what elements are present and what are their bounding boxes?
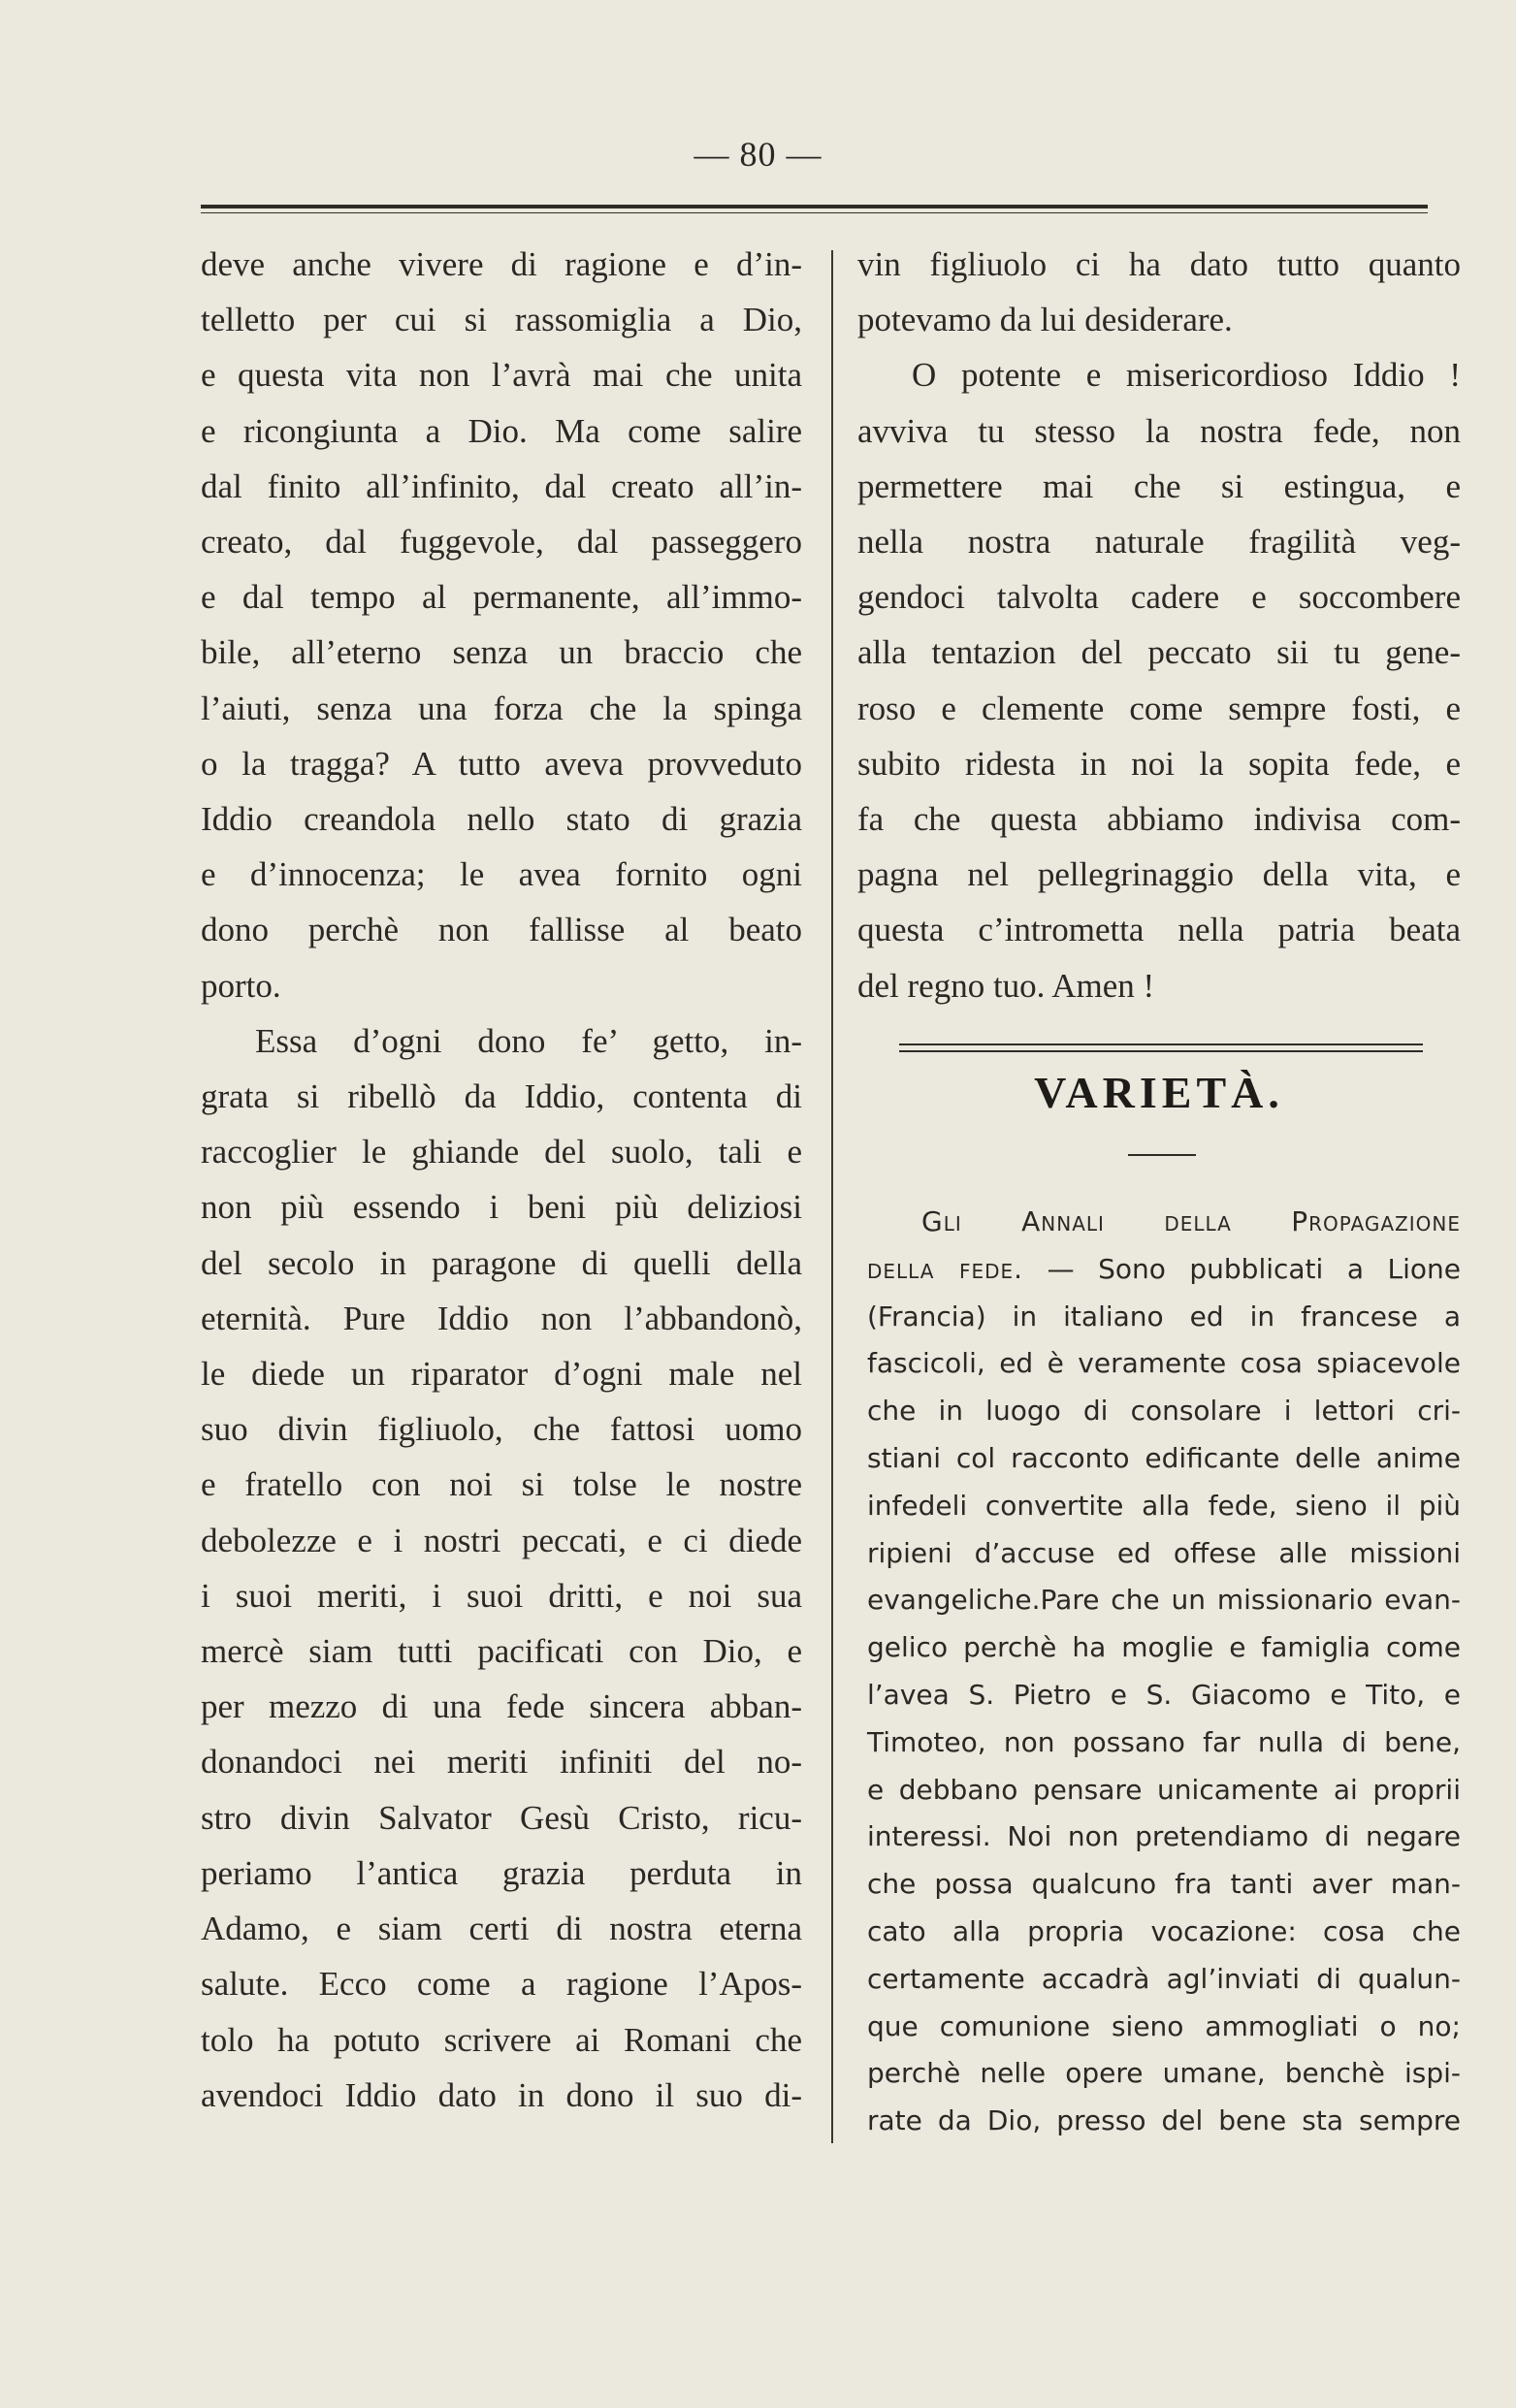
text-line <box>867 1246 1461 1294</box>
text-line: o la tragga? A tutto aveva provveduto <box>201 744 802 783</box>
article-heading-end: della fede. <box>867 1252 1024 1285</box>
text-line: avviva tu stesso la nostra fede, non <box>857 411 1461 450</box>
text-line: periamo l’antica grazia perduta in <box>201 1853 802 1892</box>
text-line: Iddio creandola nello stato di grazia <box>201 800 802 839</box>
text-line: telletto per cui si rassomiglia a Dio, <box>201 301 802 339</box>
page-number: — 80 — <box>693 135 823 174</box>
text-line: dono perchè non fallisse al beato <box>201 911 802 949</box>
text-line: eternità. Pure Iddio non l’abbandonò, <box>201 1299 802 1337</box>
text-line: grata si ribellò da Iddio, contenta di <box>201 1077 802 1116</box>
header-rule <box>201 205 1428 209</box>
title-rule <box>1128 1154 1196 1156</box>
text-line: questa c’intrometta nella patria beata <box>857 911 1461 949</box>
varieta-article <box>867 1199 1461 2145</box>
text-line: suo divin figliuolo, che fattosi uomo <box>201 1410 802 1449</box>
text-line: avendoci Iddio dato in dono il suo di- <box>201 2075 802 2114</box>
text-line: porto. <box>201 966 281 1005</box>
column-divider <box>831 250 833 2143</box>
text-line: che possa qualcuno fra tanti aver man- <box>867 1868 1461 1901</box>
text-line: e questa vita non l’avrà mai che unita <box>201 356 802 395</box>
text-line: e dal tempo al permanente, all’immo- <box>201 578 802 617</box>
left-column <box>201 237 802 2123</box>
text-line: tolo ha potuto scrivere ai Romani che <box>201 2020 802 2059</box>
article-lead: — Sono pubblicati a Lione <box>1047 1252 1461 1285</box>
text-line: pagna nel pellegrinaggio della vita, e <box>857 855 1461 894</box>
text-line: e d’innocenza; le avea fornito ogni <box>201 855 802 894</box>
text-line: l’aiuti, senza una forza che la spinga <box>201 689 802 727</box>
text-line: que comunione sieno ammogliati o no; <box>867 2009 1461 2042</box>
article-heading: Gli Annali della Propagazione <box>921 1205 1461 1237</box>
text-line: e ricongiunta a Dio. Ma come salire <box>201 411 802 450</box>
text-line: le diede un riparator d’ogni male nel <box>201 1355 802 1394</box>
text-line: i suoi meriti, i suoi dritti, e noi sua <box>201 1576 802 1615</box>
text-line: fascicoli, ed è veramente cosa spiacevole <box>867 1347 1461 1380</box>
text-line: del regno tuo. Amen ! <box>857 966 1155 1005</box>
text-line: Essa d’ogni dono fe’ getto, in- <box>255 1021 802 1060</box>
text-line: vin figliuolo ci ha dato tutto quanto <box>857 245 1461 283</box>
text-line: mercè siam tutti pacificati con Dio, e <box>201 1632 802 1671</box>
text-line: roso e clemente come sempre fosti, e <box>857 689 1461 727</box>
text-line: gendoci talvolta cadere e soccombere <box>857 578 1461 617</box>
text-line: deve anche vivere di ragione e d’in- <box>201 245 802 283</box>
text-line: debolezze e i nostri peccati, e ci diede <box>201 1521 802 1559</box>
text-line: permettere mai che si estingua, e <box>857 466 1461 505</box>
text-line: raccoglier le ghiande del suolo, tali e <box>201 1133 802 1172</box>
text-line: alla tentazion del peccato sii tu gene- <box>857 633 1461 672</box>
text-line: e fratello con noi si tolse le nostre <box>201 1465 802 1504</box>
text-line: dal finito all’infinito, dal creato all’in- <box>201 466 802 505</box>
section-title: VARIETÀ. <box>1034 1068 1284 1117</box>
text-line: nella nostra naturale fragilità veg- <box>857 523 1461 562</box>
text-line: O potente e misericordioso Iddio ! <box>912 356 1461 395</box>
text-line: stiani col racconto edificante delle anime <box>867 1441 1461 1474</box>
text-line: stro divin Salvator Gesù Cristo, ricu- <box>201 1798 802 1837</box>
text-line: che in luogo di consolare i lettori cri- <box>867 1395 1461 1428</box>
text-line: rate da Dio, presso del bene sta sempre <box>867 2104 1461 2137</box>
text-line: potevamo da lui desiderare. <box>857 301 1233 339</box>
text-line: Timoteo, non possano far nulla di bene, <box>867 1725 1461 1758</box>
section-rule <box>899 1043 1423 1045</box>
text-line: non più essendo i beni più deliziosi <box>201 1188 802 1227</box>
text-line: per mezzo di una fede sincera abban- <box>201 1687 802 1726</box>
text-line: l’avea S. Pietro e S. Giacomo e Tito, e <box>867 1678 1461 1711</box>
text-line: Adamo, e siam certi di nostra eterna <box>201 1910 802 1948</box>
text-line: bile, all’eterno senza un braccio che <box>201 633 802 672</box>
text-line: perchè nelle opere umane, benchè ispi- <box>867 2057 1461 2090</box>
text-line: infedeli convertite alla fede, sieno il più <box>867 1489 1461 1522</box>
text-line: fa che questa abbiamo indivisa com- <box>857 800 1461 839</box>
text-line: cato alla propria vocazione: cosa che <box>867 1914 1461 1947</box>
text-line: interessi. Noi non pretendiamo di negare <box>867 1820 1461 1853</box>
text-line: e debbano pensare unicamente ai proprii <box>867 1773 1461 1806</box>
right-column <box>857 237 1461 1013</box>
text-line: gelico perchè ha moglie e famiglia come <box>867 1631 1461 1664</box>
text-line: donandoci nei meriti infiniti del no- <box>201 1743 802 1782</box>
text-line: salute. Ecco come a ragione l’Apos- <box>201 1965 802 2004</box>
text-line: creato, dal fuggevole, dal passeggero <box>201 523 802 562</box>
text-line: subito ridesta in noi la sopita fede, e <box>857 744 1461 783</box>
text-line: del secolo in paragone di quelli della <box>201 1243 802 1282</box>
text-line: (Francia) in italiano ed in francese a <box>867 1300 1461 1332</box>
text-line: certamente accadrà agl’inviati di qualun- <box>867 1962 1461 1995</box>
text-line: evangeliche.Pare che un missionario evan- <box>867 1584 1461 1617</box>
text-line: ripieni d’accuse ed offese alle missioni <box>867 1536 1461 1569</box>
